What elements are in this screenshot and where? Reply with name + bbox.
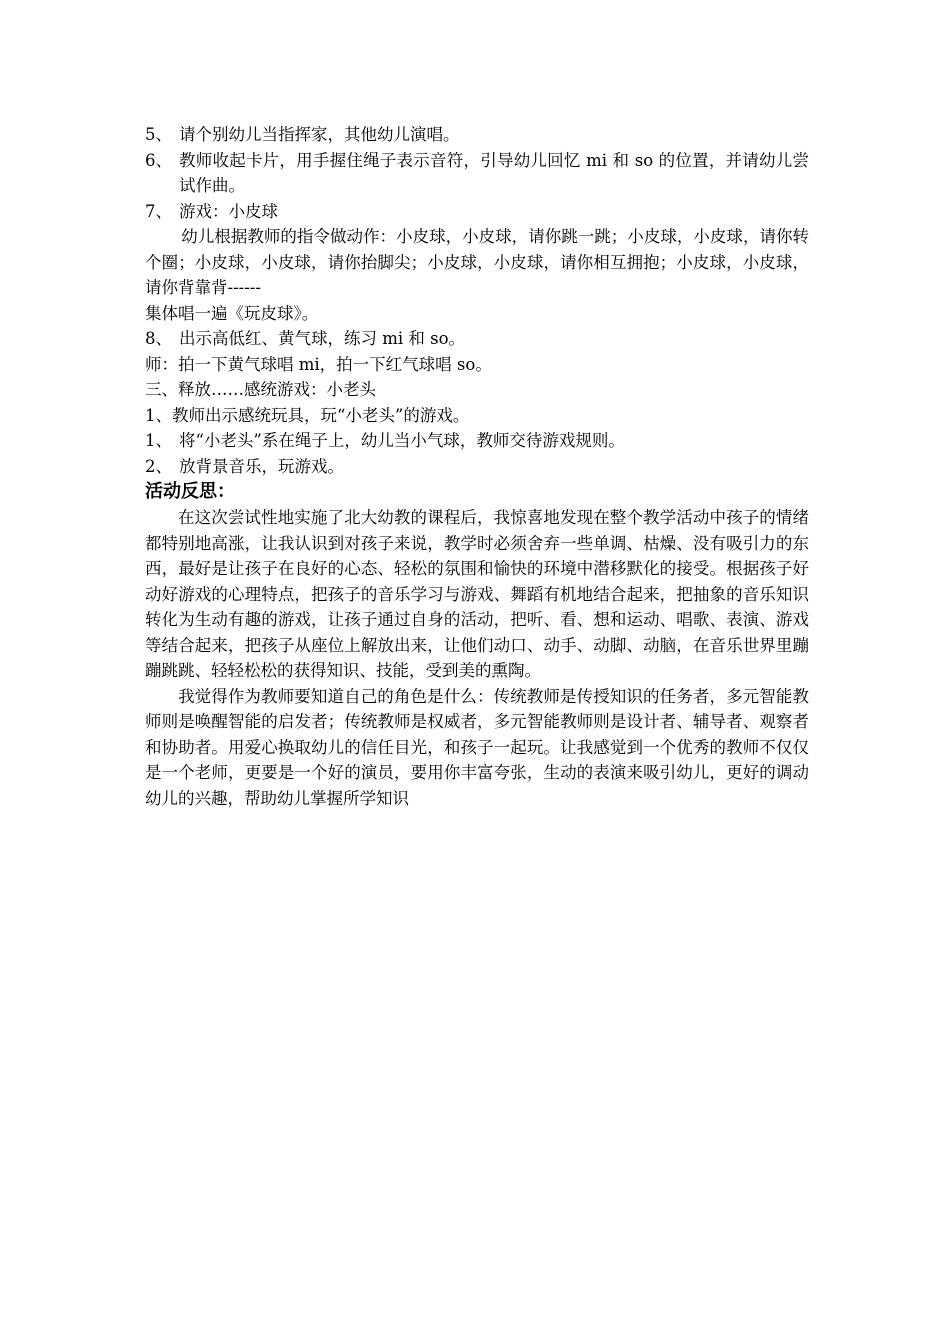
list-number: 8、: [145, 329, 172, 348]
list-text: 游戏：小皮球: [179, 201, 278, 221]
list-item-8: [145, 326, 809, 352]
list-text: 将“小老头”系在绳子上，幼儿当小气球，教师交待游戏规则。: [179, 431, 625, 450]
sing-line: 集体唱一遍《玩皮球》。: [145, 303, 319, 323]
game-instructions-paragraph: 幼儿根据教师的指令做动作：小皮球，小皮球，请你跳一跳；小皮球，小皮球，请你转个圈；小皮球，小皮球，请你抬脚尖；小皮球，小皮球，请你相互拥抱；小皮球，小皮球，请你背靠背------: [145, 227, 809, 297]
list-text: 出示高低红、黄气球，练习 mi 和 so。: [179, 329, 466, 348]
reflection-paragraph-2: 我觉得作为教师要知道自己的角色是什么：传统教师是传授知识的任务者，多元智能教师则是唤醒智能的启发者；传统教师是权威者，多元智能教师则是设计者、辅导者、观察者和协助者。用爱心换取幼儿的信任目光，和孩子一起玩。让我感觉到一个优秀的教师不仅仅是一个老师，更要是一个好的演员，要用你丰富夸张，生动的表演来吸引幼儿，更好的调动幼儿的兴趣，帮助幼儿掌握所学知识: [145, 686, 809, 808]
document-body: [145, 122, 809, 811]
list-number: 7、: [145, 201, 172, 221]
sub-item-1: 1、教师出示感统玩具，玩“小老头”的游戏。: [145, 405, 470, 425]
list-item-5: [145, 122, 809, 148]
list-text: 放背景音乐，玩游戏。: [179, 456, 344, 476]
list-number: 1、: [145, 431, 172, 450]
teacher-line: 师：拍一下黄气球唱 mi，拍一下红气球唱 so。: [145, 354, 492, 374]
list-item-7: [145, 199, 809, 225]
list-item-b2: [145, 454, 809, 480]
reflection-heading: 活动反思：: [145, 481, 235, 502]
list-number: 2、: [145, 456, 172, 476]
reflection-paragraph-1: 在这次尝试性地实施了北大幼教的课程后，我惊喜地发现在整个教学活动中孩子的情绪都特别地高涨，让我认识到对孩子来说，教学时必须舍弃一些单调、枯燥、没有吸引力的东西，最好是让孩子在良好的心态、轻松的氛围和愉快的环境中潜移默化的接受。根据孩子好动好游戏的心理特点，把孩子的音乐学习与游戏、舞蹈有机地结合起来，把抽象的音乐知识转化为生动有趣的游戏，让孩子通过自身的活动，把听、看、想和运动、唱歌、表演、游戏等结合起来，把孩子从座位上解放出来，让他们动口、动手、动脚、动脑，在音乐世界里蹦蹦跳跳、轻轻松松的获得知识、技能，受到美的熏陶。: [145, 508, 809, 680]
list-text: 请个别幼儿当指挥家，其他幼儿演唱。: [179, 125, 460, 144]
list-number: 6、: [145, 150, 172, 170]
section-three-title: 三、释放……感统游戏：小老头: [145, 380, 376, 399]
list-item-6: [145, 148, 809, 199]
list-text: 教师收起卡片，用手握住绳子表示音符，引导幼儿回忆 mi 和 so 的位置，并请幼儿尝试作曲。: [179, 150, 809, 195]
list-number: 5、: [145, 125, 172, 144]
list-item-b1: [145, 428, 809, 454]
